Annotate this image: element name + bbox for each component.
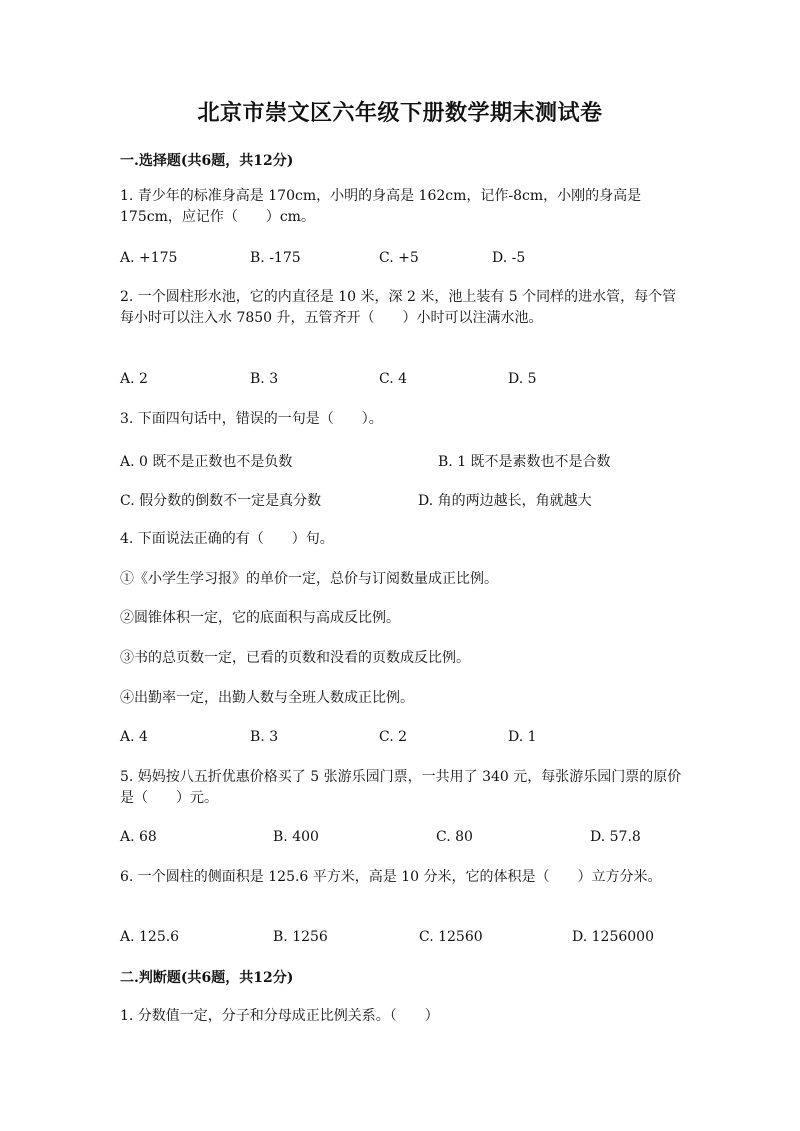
question-4-statement-4: ④出勤率一定，出勤人数与全班人数成正比例。	[120, 690, 414, 706]
exam-title: 北京市崇文区六年级下册数学期末测试卷	[197, 100, 603, 126]
question-1-option-d: D. -5	[492, 250, 526, 266]
judgement-question-1-stem: 1. 分数值一定，分子和分母成正比例关系。（ ）	[120, 1008, 439, 1024]
question-4-stem: 4. 下面说法正确的有（ ）句。	[120, 531, 334, 547]
question-4-statement-2: ②圆锥体积一定，它的底面积与高成反比例。	[120, 610, 400, 626]
question-1-option-a: A. +175	[120, 250, 178, 266]
question-5-option-c: C. 80	[436, 829, 473, 845]
question-6-option-a: A. 125.6	[120, 929, 180, 945]
question-5-option-a: A. 68	[120, 829, 157, 845]
question-1-option-b: B. -175	[250, 250, 301, 266]
question-4-option-a: A. 4	[120, 729, 148, 745]
question-6-option-d: D. 1256000	[572, 929, 654, 945]
question-5-stem: 5. 妈妈按八五折优惠价格买了 5 张游乐园门票，一共用了 340 元，每张游乐园门票的原价是（ ）元。	[120, 769, 682, 806]
question-3-option-b: B. 1 既不是素数也不是合数	[438, 454, 611, 470]
question-3-stem: 3. 下面四句话中，错误的一句是（ ）。	[120, 411, 383, 427]
question-4-option-d: D. 1	[508, 729, 537, 745]
question-3-option-a: A. 0 既不是正数也不是负数	[120, 454, 293, 470]
question-2-option-d: D. 5	[508, 371, 537, 387]
question-6-option-c: C. 12560	[419, 929, 483, 945]
question-4-statement-3: ③书的总页数一定，已看的页数和没看的页数成反比例。	[120, 650, 470, 666]
question-1-option-c: C. +5	[379, 250, 419, 266]
question-1-stem: 1. 青少年的标准身高是 170cm，小明的身高是 162cm，记作-8cm，小刚的身高是 175cm，应记作（ ）cm。	[120, 188, 642, 225]
question-3-option-d: D. 角的两边越长，角就越大	[418, 493, 592, 509]
question-5-option-b: B. 400	[273, 829, 319, 845]
question-4-option-c: C. 2	[379, 729, 408, 745]
question-4-statement-1: ①《小学生学习报》的单价一定，总价与订阅数量成正比例。	[120, 571, 498, 587]
question-5-option-d: D. 57.8	[590, 829, 641, 845]
question-2-option-c: C. 4	[379, 371, 408, 387]
question-2-stem: 2. 一个圆柱形水池，它的内直径是 10 米，深 2 米，池上装有 5 个同样的进水管，每个管每小时可以注入水 7850 升，五管齐开（ ）小时可以注满水池。	[120, 289, 677, 326]
question-6-stem: 6. 一个圆柱的侧面积是 125.6 平方米，高是 10 分米，它的体积是（ ）立方分米。	[120, 869, 662, 885]
question-6-option-b: B. 1256	[273, 929, 328, 945]
question-3-option-c: C. 假分数的倒数不一定是真分数	[120, 493, 322, 509]
section-heading-judgement: 二.判断题(共6题，共12分)	[120, 970, 294, 986]
section-heading-choice: 一.选择题(共6题，共12分)	[120, 153, 294, 169]
question-2-option-b: B. 3	[250, 371, 279, 387]
question-2-option-a: A. 2	[120, 371, 148, 387]
question-4-option-b: B. 3	[250, 729, 279, 745]
